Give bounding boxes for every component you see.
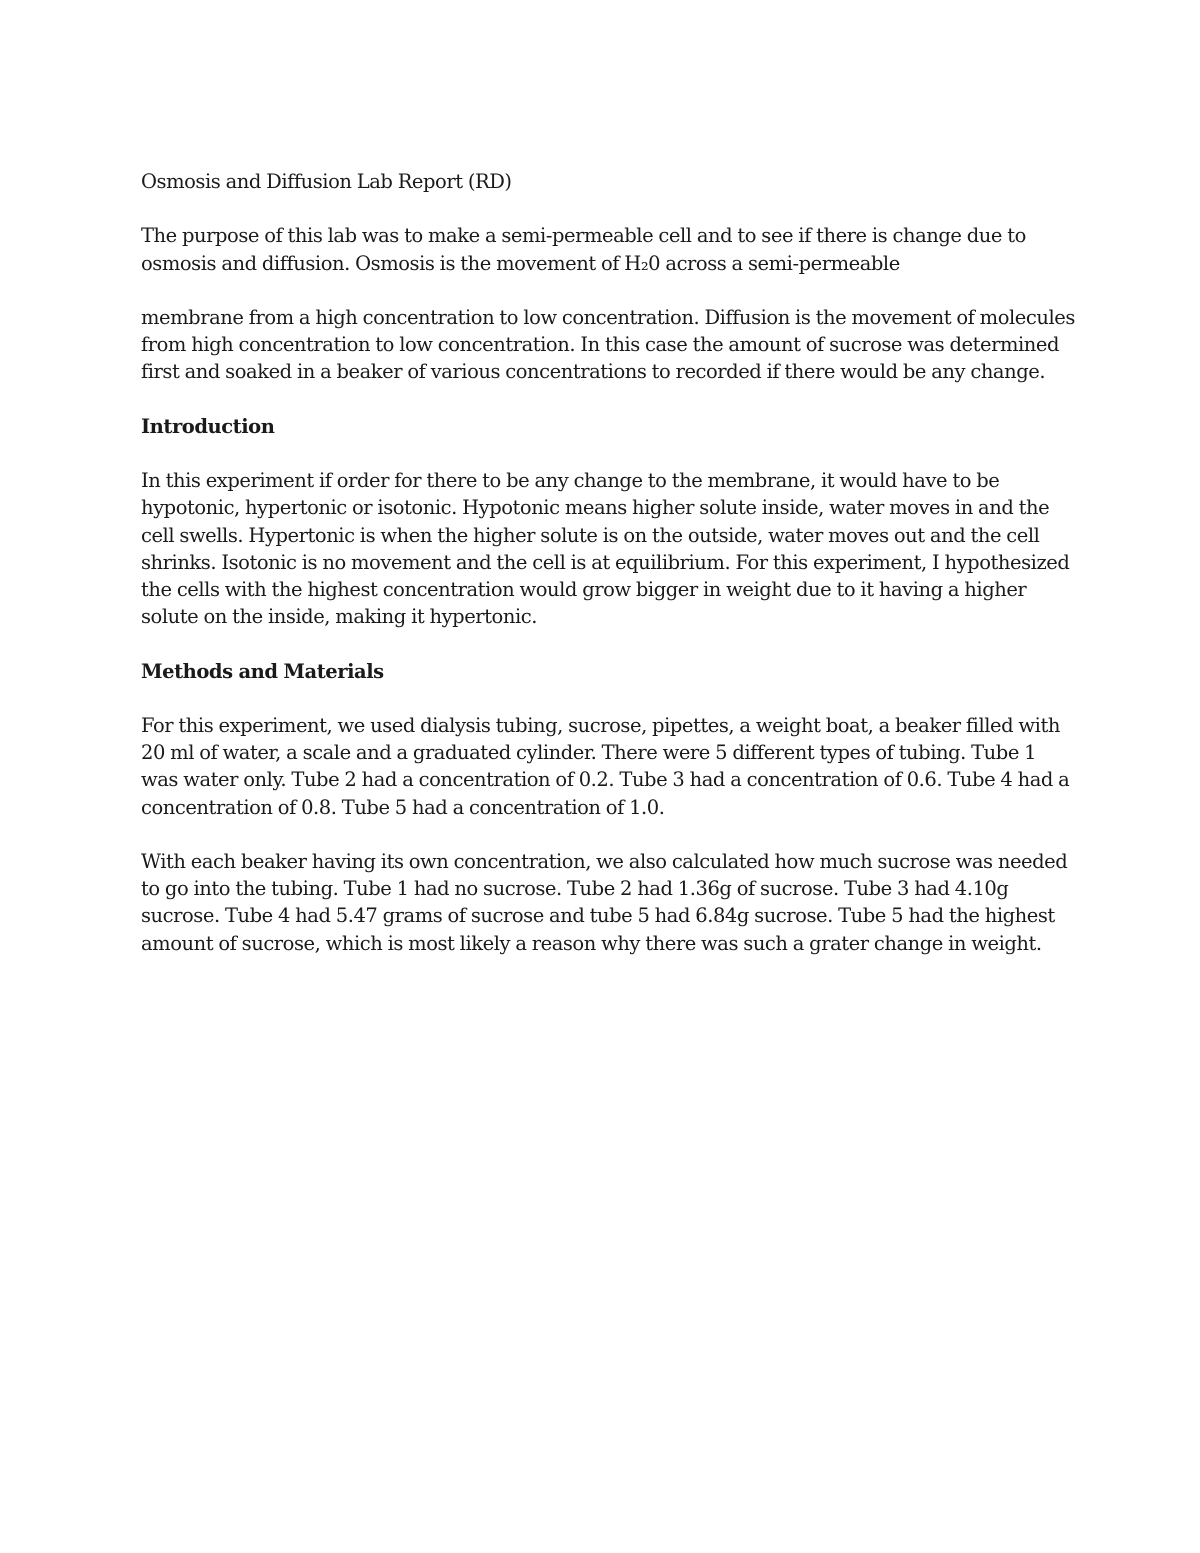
- purpose-paragraph-1: The purpose of this lab was to make a semi-permeable cell and to see if there is change due to osmosis and diffusion. Osmosis is the movement of H₂0 across a semi-permeable: [141, 224, 1026, 275]
- methods-paragraph-2: With each beaker having its own concentration, we also calculated how much sucrose was needed to go into the tubing. Tube 1 had no sucrose. Tube 2 had 1.36g of sucrose. Tube 3 had 4.10g sucrose. Tube 4 had 5.47 grams of sucrose and tube 5 had 6.84g sucrose. Tube 5 had the highest amount of sucrose, which is most likely a reason why there was such a grater change in weight.: [141, 849, 1068, 955]
- methods-heading: Methods and Materials: [141, 659, 384, 683]
- methods-paragraph-1: For this experiment, we used dialysis tubing, sucrose, pipettes, a weight boat, a beaker filled with 20 ml of water, a scale and a graduated cylinder. There were 5 different types of tubing. Tube 1 was water only. Tube 2 had a concentration of 0.2. Tube 3 had a concentration of 0.6. Tube 4 had a concentration of 0.8. Tube 5 had a concentration of 1.0.: [141, 713, 1070, 819]
- document-page: [141, 168, 1076, 984]
- purpose-paragraph-2: membrane from a high concentration to low concentration. Diffusion is the movement of molecules from high concentration to low concentration. In this case the amount of sucrose was determined first and soaked in a beaker of various concentrations to recorded if there would be any change.: [141, 305, 1075, 384]
- introduction-paragraph: In this experiment if order for there to be any change to the membrane, it would have to be hypotonic, hypertonic or isotonic. Hypotonic means higher solute inside, water moves in and the cell swells. Hypertonic is when the higher solute is on the outside, water moves out and the cell shrinks. Isotonic is no movement and the cell is at equilibrium. For this experiment, I hypothesized the cells with the highest concentration would grow bigger in weight due to it having a higher solute on the inside, making it hypertonic.: [141, 469, 1070, 629]
- document-title: Osmosis and Diffusion Lab Report (RD): [141, 170, 512, 193]
- introduction-heading: Introduction: [141, 414, 275, 438]
